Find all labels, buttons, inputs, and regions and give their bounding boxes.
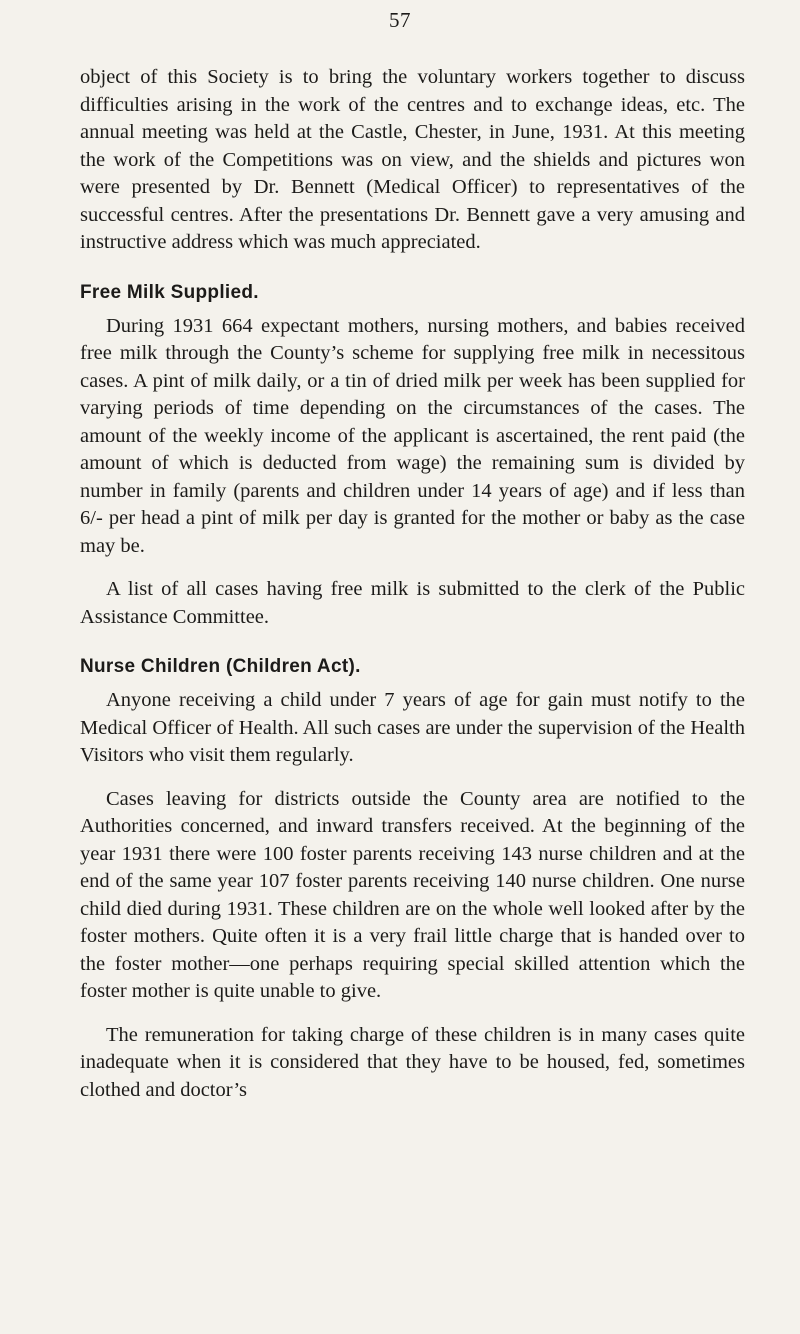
page-number: 57 xyxy=(389,8,411,32)
paragraph-nurse-children-notify: Anyone receiving a child under 7 years of age for gain must notify to the Medical Officer of Health. All such cases are under the supervision of the Health Visitors who visit them regularly. xyxy=(80,689,745,766)
heading-free-milk-supplied: Free Milk Supplied. xyxy=(80,281,259,303)
paragraph-intro: object of this Society is to bring the voluntary workers together to discuss difficulties arising in the work of the centres and to exchange ideas, etc. The annual meeting was held at the Castle, Chester, in June, 1931. At this meeting the work of the Competitions was on view, and the shields and pictures won were presented by Dr. Bennett (Medical Officer) to representatives of the successful centres. After the presentations Dr. Bennett gave a very amusing and instructive address which was much appreciated. xyxy=(80,66,745,253)
paragraph-nurse-children-cases: Cases leaving for districts outside the County area are notified to the Authorities concerned, and inward transfers received. At the beginning of the year 1931 there were 100 foster parents receiving 143 nurse children and at the end of the same year 107 foster parents receiving 140 nurse children. One nurse child died during 1931. These children are on the whole well looked after by the foster mothers. Quite often it is a very frail little charge that is handed over to the foster mother—one perhaps requiring special skilled attention which the foster mother is quite unable to give. xyxy=(80,787,745,1002)
paragraph-nurse-children-remuneration: The remuneration for taking charge of these children is in many cases quite inadequate when it is considered that they have to be housed, fed, sometimes clothed and doctor’s xyxy=(80,1023,745,1101)
paragraph-free-milk-list: A list of all cases having free milk is submitted to the clerk of the Public Assistance Committee. xyxy=(80,578,745,628)
body-text xyxy=(80,64,745,1104)
heading-nurse-children: Nurse Children (Children Act). xyxy=(80,656,361,677)
paragraph-free-milk-scheme: During 1931 664 expectant mothers, nursing mothers, and babies received free milk through the County’s scheme for supplying free milk in necessitous cases. A pint of milk daily, or a tin of dried milk per week has been supplied for varying periods of time depending on the circumstances of the cases. The amount of the weekly income of the applicant is ascertained, the rent paid (the amount of which is deducted from wage) the remaining sum is divided by number in family (parents and children under 14 years of age) and if less than 6/- per head a pint of milk per day is granted for the mother or baby as the case may be. xyxy=(80,314,745,557)
